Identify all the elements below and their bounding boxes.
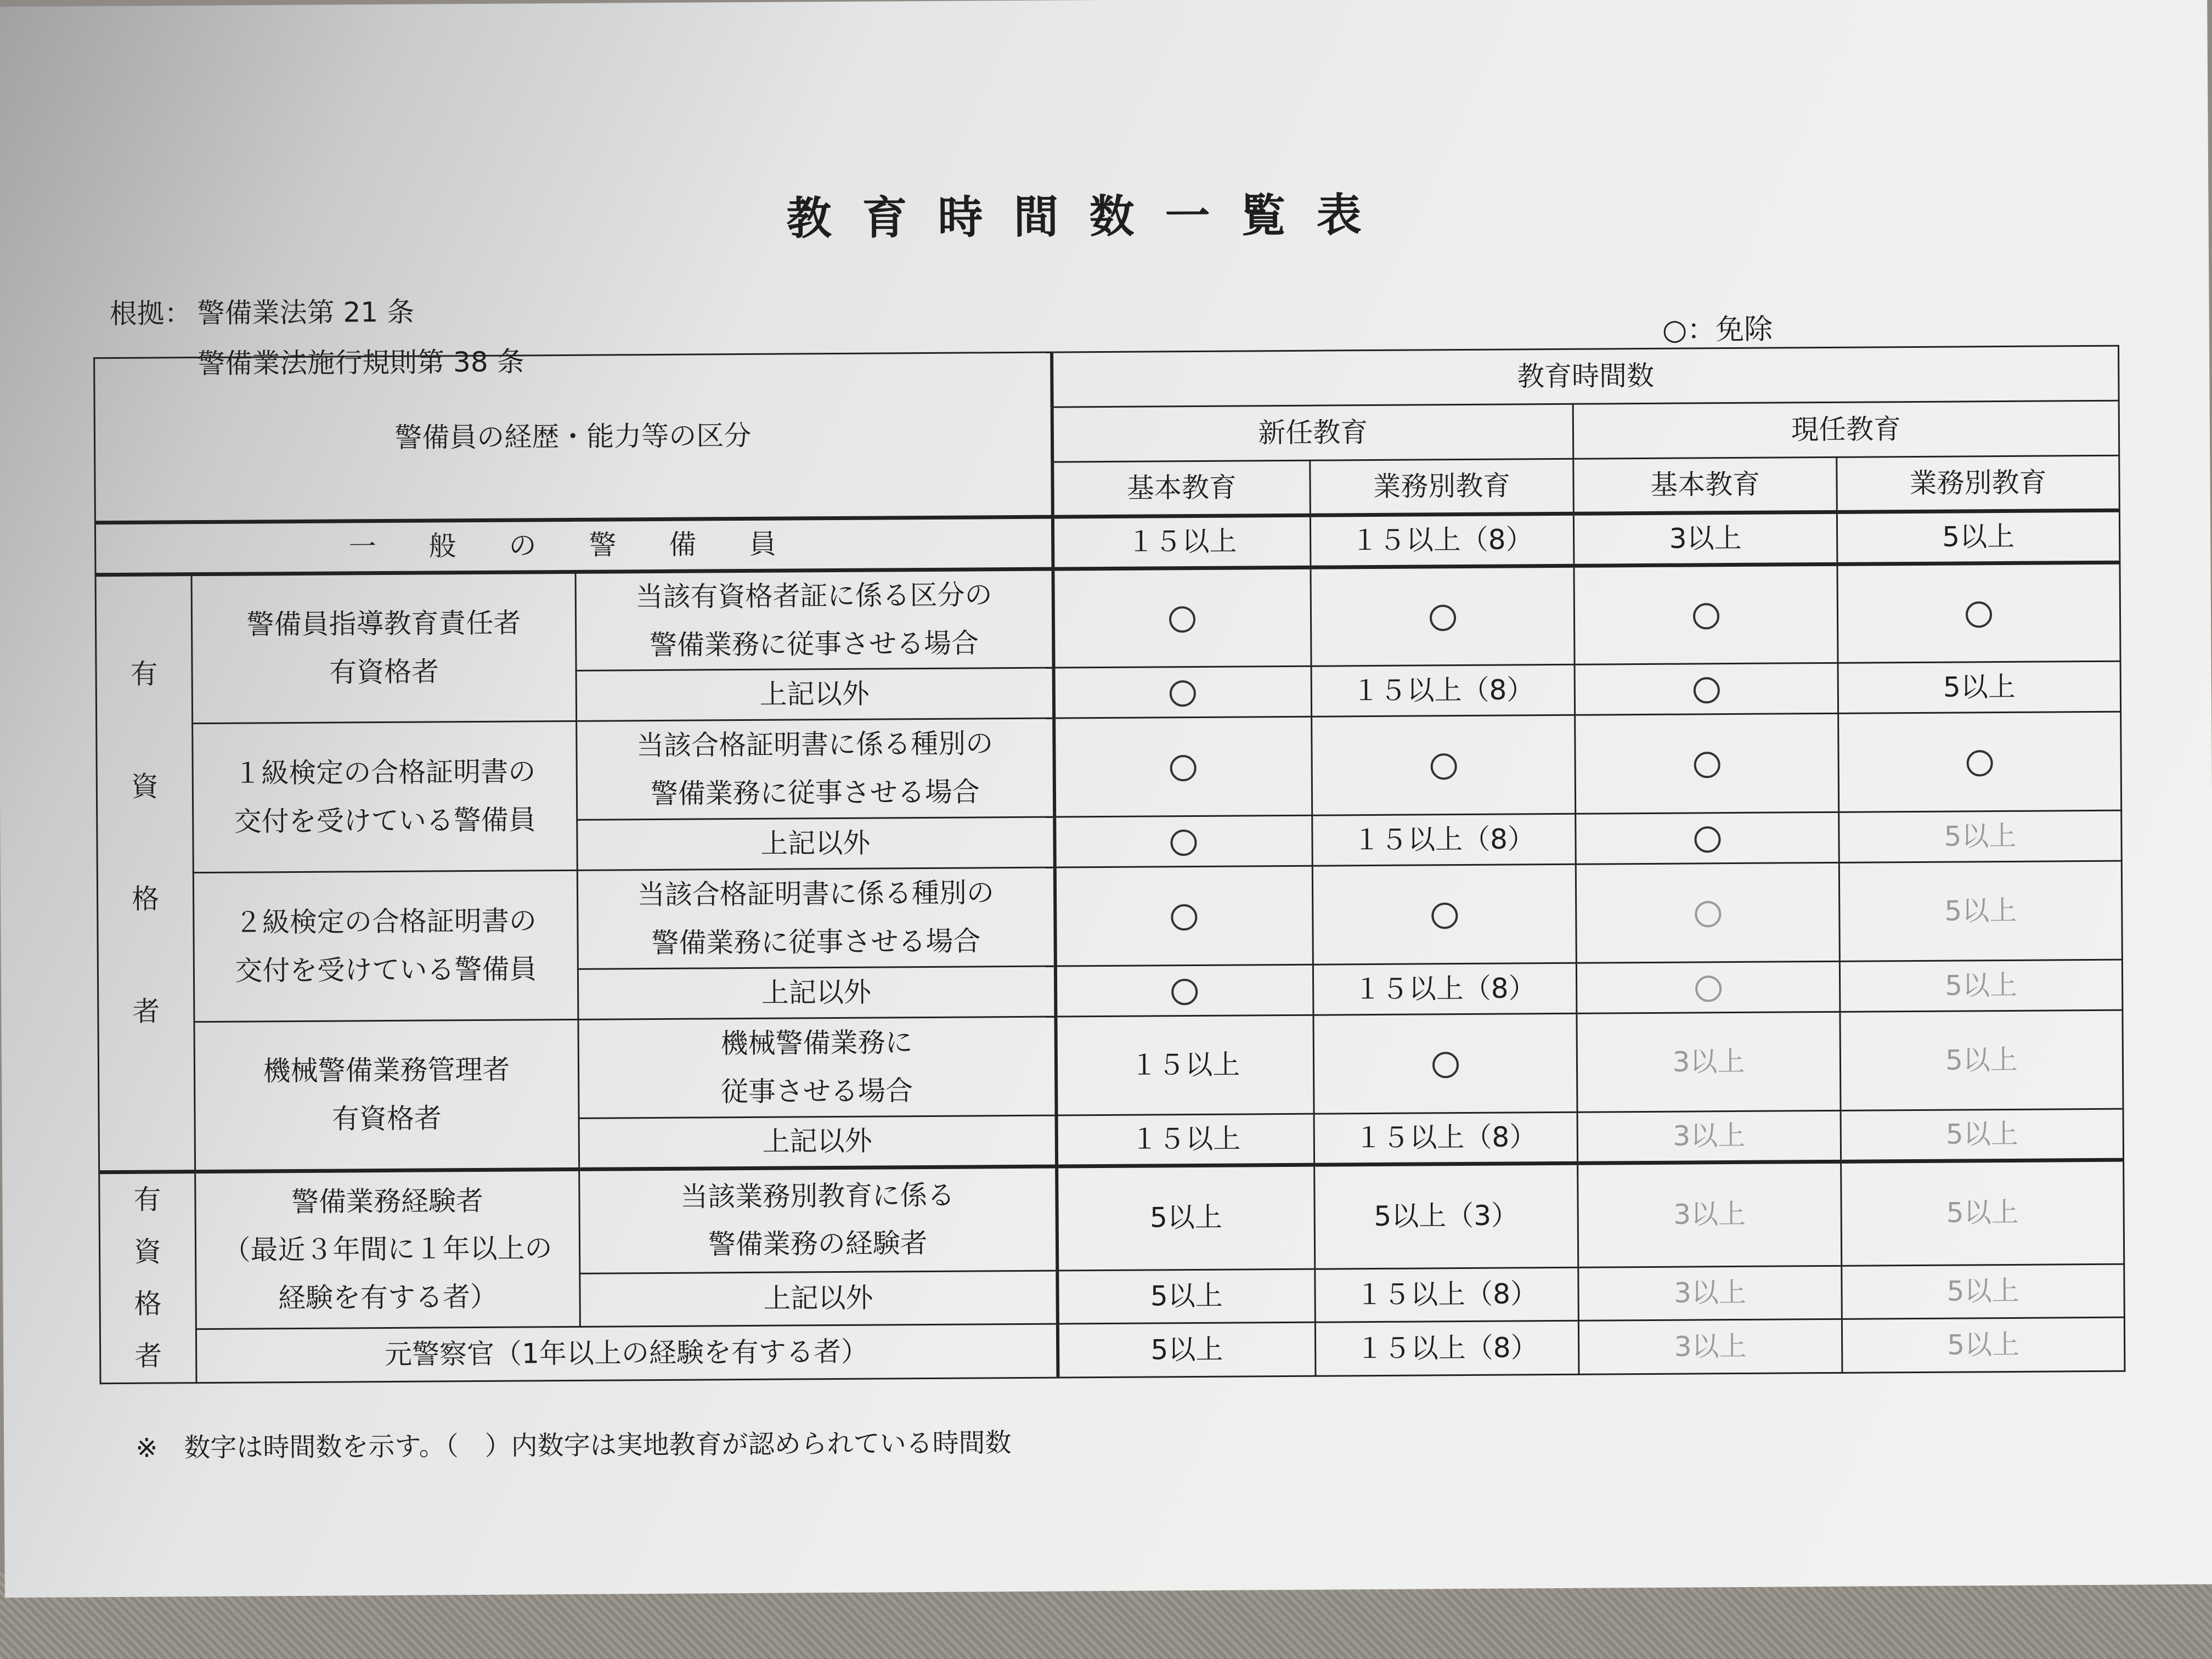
qualification-name	[193, 721, 578, 872]
value-cell	[1574, 564, 1838, 664]
value-cell: 5以上	[1842, 1317, 2125, 1372]
legend-exempt: ○：免除	[1662, 313, 1773, 347]
qualification-name	[194, 1019, 579, 1171]
qualified-label-char: 者	[134, 1340, 162, 1372]
condition-line: 警備業務に従事させる場合	[649, 627, 979, 661]
value-cell	[1575, 663, 1838, 715]
value-cell: 3以上	[1578, 1319, 1842, 1374]
value-cell: １５以上（8）	[1314, 1112, 1578, 1164]
qualification-name-line: １級検定の合格証明書の	[234, 755, 536, 789]
value-cell	[1055, 964, 1313, 1017]
value-cell: 5以上（3）	[1314, 1163, 1578, 1269]
value-cell	[1576, 812, 1839, 864]
condition-cell	[579, 1166, 1057, 1274]
value-cell: 5以上	[1842, 1264, 2125, 1319]
condition-line: 上記以外	[762, 1125, 872, 1158]
qualification-name-line: ２級検定の合格証明書の	[234, 905, 537, 939]
value-cell	[1053, 666, 1312, 718]
header-new-basic: 基本教育	[1052, 460, 1311, 517]
exempt-circle-icon	[1169, 606, 1195, 633]
condition-line: 警備業務に従事させる場合	[651, 924, 981, 959]
qualified-label-char: 格	[134, 1288, 162, 1320]
exempt-circle-icon	[1429, 605, 1455, 631]
condition-cell	[577, 817, 1055, 870]
value-cell	[1053, 567, 1311, 668]
exempt-circle-icon	[1692, 603, 1719, 629]
condition-line: 当該業務別教育に係る	[680, 1179, 955, 1213]
value-cell: １５以上（8）	[1310, 514, 1574, 567]
condition-cell	[576, 668, 1054, 721]
exempt-circle-icon	[1695, 975, 1722, 1002]
value-cell: 5以上	[1839, 861, 2122, 961]
value-cell: 3以上	[1578, 1161, 1842, 1267]
exempt-circle-icon	[1693, 677, 1719, 703]
condition-cell	[578, 1017, 1056, 1118]
condition-line: 当該合格証明書に係る種別の	[636, 727, 994, 762]
exempt-circle-icon	[1695, 901, 1721, 927]
qualified-label	[95, 574, 195, 1172]
basis-regulation: 警備業法施行規則第 38 条	[197, 346, 524, 380]
exempt-circle-icon	[1170, 680, 1196, 707]
value-cell: 3以上	[1573, 512, 1837, 566]
qualification-name-line: 有資格者	[331, 1102, 442, 1135]
value-cell: 5以上	[1837, 510, 2120, 564]
footnote: ※ 数字は時間数を示す。（ ）内数字は実地教育が認められている時間数	[136, 1427, 1012, 1464]
value-cell: １５以上	[1052, 515, 1311, 569]
general-guard-label: 一 般 の 警 備 員	[95, 517, 1053, 575]
qualification-name-line: 機械警備業務管理者	[263, 1053, 510, 1087]
experienced-name-line: 経験を有する者）	[278, 1280, 498, 1314]
qualification-name-line: 交付を受けている警備員	[235, 952, 537, 987]
value-cell: 3以上	[1577, 1110, 1841, 1163]
condition-cell	[577, 867, 1055, 969]
condition-cell	[579, 1115, 1057, 1169]
value-cell: １５以上（8）	[1311, 664, 1575, 716]
header-category: 警備員の経歴・能力等の区分	[94, 352, 1053, 523]
basis-label: 根拠：	[109, 297, 192, 330]
value-cell: 3以上	[1577, 1012, 1841, 1112]
condition-line: 上記以外	[759, 678, 870, 710]
value-cell: 3以上	[1578, 1266, 1842, 1321]
qualification-name-line: 交付を受けている警備員	[234, 803, 536, 838]
condition-line: 上記以外	[761, 976, 872, 1009]
value-cell	[1311, 566, 1575, 666]
header-current-training: 現任教育	[1573, 400, 2119, 459]
value-cell	[1575, 713, 1839, 814]
condition-line: 機械警備業務に	[720, 1026, 913, 1060]
qualified-label-char: 有	[133, 1183, 161, 1216]
value-cell	[1312, 715, 1576, 815]
header-current-basic: 基本教育	[1573, 457, 1837, 514]
value-cell: １５以上	[1056, 1114, 1314, 1166]
experienced-name	[195, 1169, 580, 1329]
qualification-name-line: 有資格者	[329, 655, 439, 689]
header-hours: 教育時間数	[1052, 346, 2119, 407]
qualified-label-2	[99, 1171, 196, 1383]
value-cell	[1576, 961, 1840, 1013]
value-cell: １５以上（8）	[1315, 1267, 1579, 1322]
exempt-circle-icon	[1171, 904, 1197, 930]
exempt-circle-icon	[1694, 752, 1720, 778]
document-title: 教育時間数一覧表	[786, 189, 1392, 245]
qualified-label-char: 有	[130, 658, 158, 690]
condition-line: 従事させる場合	[720, 1074, 913, 1108]
qualified-label-char: 資	[133, 1235, 162, 1268]
basis-law: 警備業法第 21 条	[197, 296, 415, 330]
condition-line: 当該合格証明書に係る種別の	[637, 877, 995, 911]
value-cell	[1312, 864, 1576, 964]
header-new-training: 新任教育	[1052, 404, 1573, 462]
qualified-label-char: 格	[131, 883, 160, 915]
header-current-by-duty: 業務別教育	[1837, 455, 2120, 512]
qualification-name	[193, 870, 578, 1022]
value-cell	[1837, 562, 2120, 663]
condition-line: 警備業務の経験者	[708, 1227, 928, 1261]
former-police-label: 元警察官（1年以上の経験を有する者）	[196, 1324, 1058, 1383]
value-cell	[1838, 712, 2121, 812]
exempt-circle-icon	[1694, 826, 1720, 853]
condition-cell	[575, 569, 1053, 670]
exempt-circle-icon	[1431, 902, 1458, 929]
condition-cell	[580, 1271, 1058, 1327]
value-cell	[1054, 815, 1313, 867]
exempt-circle-icon	[1171, 830, 1197, 856]
experienced-name-line: 警備業務経験者	[291, 1184, 484, 1218]
value-cell: 5以上	[1057, 1322, 1316, 1377]
value-cell: 5以上	[1841, 1160, 2124, 1266]
value-cell	[1576, 862, 1839, 963]
qualified-label-char: 者	[132, 995, 160, 1028]
experienced-name-line: （最近３年間に１年以上の	[223, 1232, 552, 1266]
exempt-circle-icon	[1966, 601, 1992, 628]
qualified-label-char: 資	[131, 770, 159, 803]
condition-line: 上記以外	[760, 827, 871, 860]
qualification-name-line: 警備員指導教育責任者	[246, 607, 521, 641]
value-cell: １５以上	[1056, 1015, 1314, 1115]
training-hours-table	[93, 345, 2125, 1384]
condition-line: 警備業務に従事させる場合	[650, 775, 980, 810]
value-cell	[1054, 866, 1313, 966]
value-cell: 5以上	[1840, 1010, 2123, 1110]
value-cell: 5以上	[1838, 661, 2121, 713]
value-cell: １５以上（8）	[1312, 814, 1576, 866]
exempt-circle-icon	[1171, 979, 1198, 1005]
condition-line: 上記以外	[763, 1282, 873, 1315]
value-cell: 5以上	[1839, 960, 2123, 1012]
value-cell: １５以上（8）	[1313, 963, 1577, 1015]
value-cell	[1313, 1013, 1577, 1114]
value-cell: 5以上	[1057, 1165, 1315, 1271]
value-cell: 5以上	[1841, 1109, 2124, 1161]
exempt-circle-icon	[1430, 753, 1457, 780]
value-cell: 5以上	[1839, 810, 2122, 862]
value-cell	[1054, 716, 1312, 817]
exempt-circle-icon	[1170, 755, 1197, 781]
exempt-circle-icon	[1967, 750, 1993, 776]
condition-cell	[578, 966, 1056, 1019]
condition-line: 当該有資格者証に係る区分の	[635, 579, 992, 613]
value-cell: １５以上（8）	[1315, 1321, 1579, 1375]
value-cell: 5以上	[1057, 1269, 1316, 1324]
exempt-circle-icon	[1432, 1052, 1458, 1078]
condition-cell	[577, 718, 1054, 820]
header-new-by-duty: 業務別教育	[1310, 459, 1574, 515]
qualification-name	[191, 572, 577, 723]
